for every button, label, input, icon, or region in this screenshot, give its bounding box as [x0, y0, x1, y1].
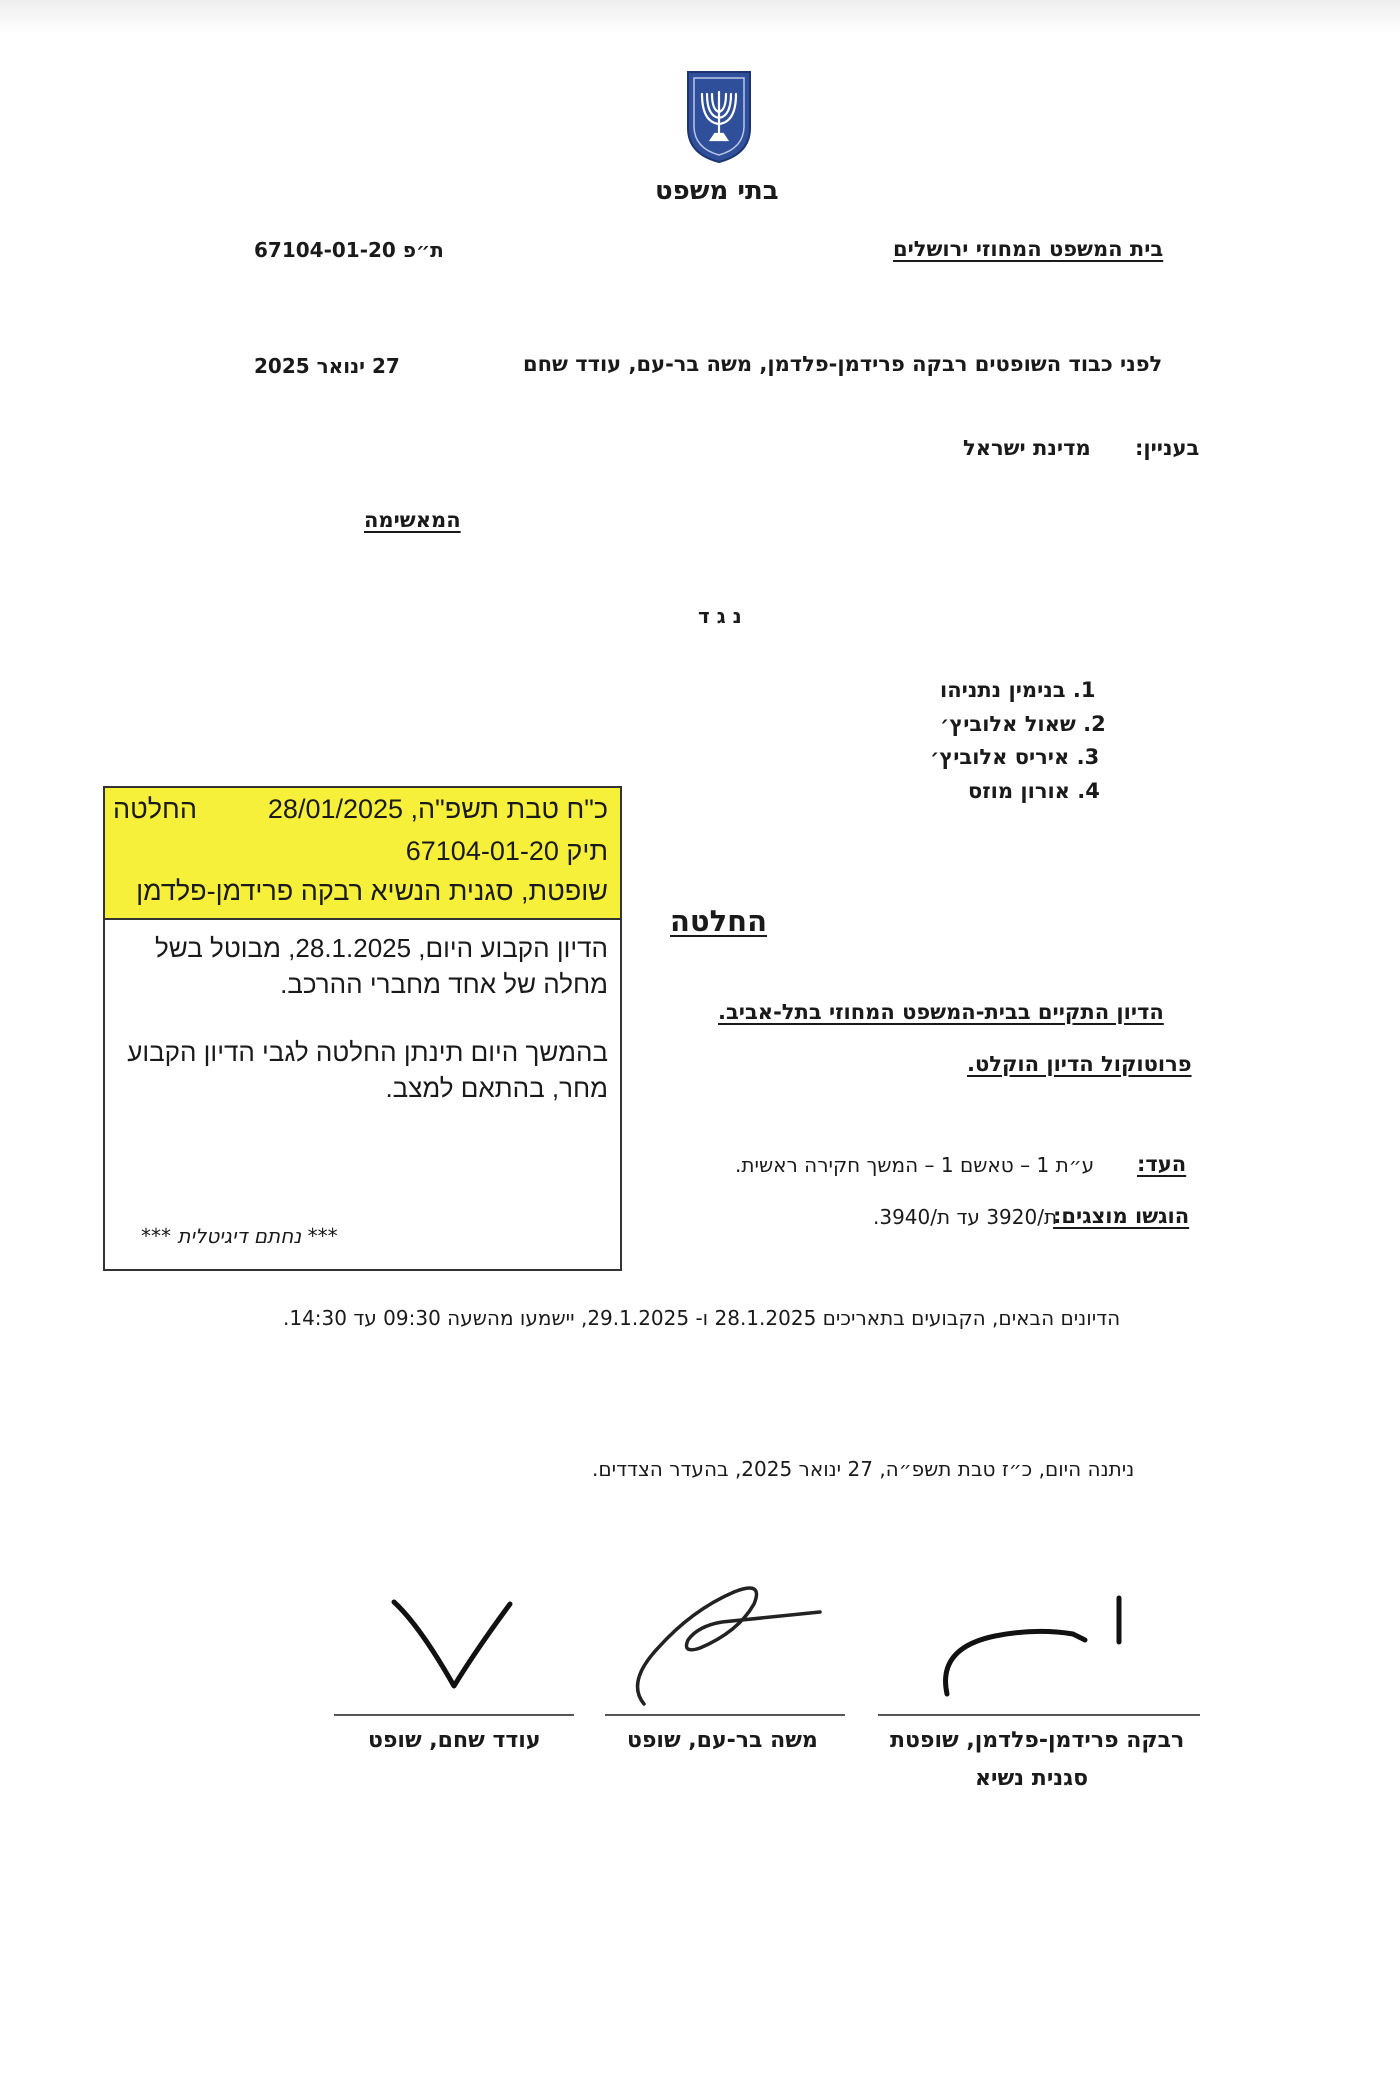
stamp-footer: *** נחתם דיגיטלית ***: [141, 1224, 338, 1248]
signature-judge-1: [935, 1586, 1135, 1706]
stamp-decision-label: החלטה: [113, 794, 197, 824]
defendant-3: 3. איריס אלוביץ׳: [930, 745, 1100, 769]
stamp-paragraph-1: הדיון הקבוע היום, 28.1.2025, מבוטל בשל מחלה של אחד מחברי ההרכב.: [155, 933, 608, 999]
signature-name-3: עודד שחם, שופט: [368, 1728, 541, 1753]
decision-line-1: הדיון התקיים בבית-המשפט המחוזי בתל-אביב.: [718, 1000, 1164, 1024]
prosecution-role: המאשימה: [364, 508, 461, 532]
case-number: ת״פ 67104-01-20: [254, 238, 444, 262]
witness-label: העד:: [1137, 1152, 1187, 1176]
stamp-header: [105, 788, 620, 920]
defendant-4: 4. אורון מוזס: [968, 779, 1100, 803]
next-hearings: הדיונים הבאים, הקבועים בתאריכים 28.1.2025 ו- 29.1.2025, יישמעו מהשעה 09:30 עד 14:30.: [283, 1306, 1121, 1330]
exhibits-label: הוגשו מוצגים:: [1053, 1204, 1190, 1228]
decision-line-2: פרוטוקול הדיון הוקלט.: [967, 1052, 1192, 1076]
prosecution-name: מדינת ישראל: [963, 436, 1091, 460]
court-name: בית המשפט המחוזי ירושלים: [893, 237, 1164, 261]
stamp-date: כ"ח טבת תשפ"ה, 28/01/2025: [267, 794, 608, 824]
state-emblem-icon: [684, 68, 754, 164]
given-date: ניתנה היום, כ״ז טבת תשפ״ה, 27 ינואר 2025, בהעדר הצדדים.: [592, 1457, 1135, 1481]
signature-name-2: משה בר-עם, שופט: [627, 1728, 818, 1753]
document-date: 27 ינואר 2025: [254, 354, 400, 378]
digital-decision-stamp: [103, 786, 622, 1271]
exhibits-text: ת/3920 עד ת/3940.: [873, 1205, 1058, 1229]
signature-judge-3: [390, 1596, 520, 1706]
decision-heading: החלטה: [670, 904, 768, 938]
stamp-judge: שופטת, סגנית הנשיא רבקה פרידמן-פלדמן: [136, 876, 608, 906]
judges-line: לפני כבוד השופטים רבקה פרידמן-פלדמן, משה בר-עם, עודד שחם: [523, 352, 1163, 376]
witness-text: ע״ת 1 – טאשם 1 – המשך חקירה ראשית.: [735, 1153, 1095, 1177]
signature-line-3: [334, 1714, 574, 1716]
defendant-2: 2. שאול אלוביץ׳: [940, 712, 1106, 736]
signature-judge-2: [630, 1582, 830, 1712]
signature-name-1: רבקה פרידמן-פלדמן, שופטת: [890, 1728, 1185, 1753]
signature-line-2: [605, 1714, 845, 1716]
stamp-case: תיק 67104-01-20: [405, 836, 608, 866]
signature-line-1: [878, 1714, 1200, 1716]
stamp-paragraph-2: בהמשך היום תינתן החלטה לגבי הדיון הקבוע מחר, בהתאם למצב.: [127, 1037, 608, 1103]
matter-label: בעניין:: [1135, 436, 1200, 460]
versus-label: נ ג ד: [698, 604, 742, 628]
top-band: [0, 0, 1400, 34]
defendant-1: 1. בנימין נתניהו: [940, 678, 1096, 702]
signature-title-1: סגנית נשיא: [975, 1766, 1089, 1791]
courts-label: בתי משפט: [655, 176, 779, 206]
